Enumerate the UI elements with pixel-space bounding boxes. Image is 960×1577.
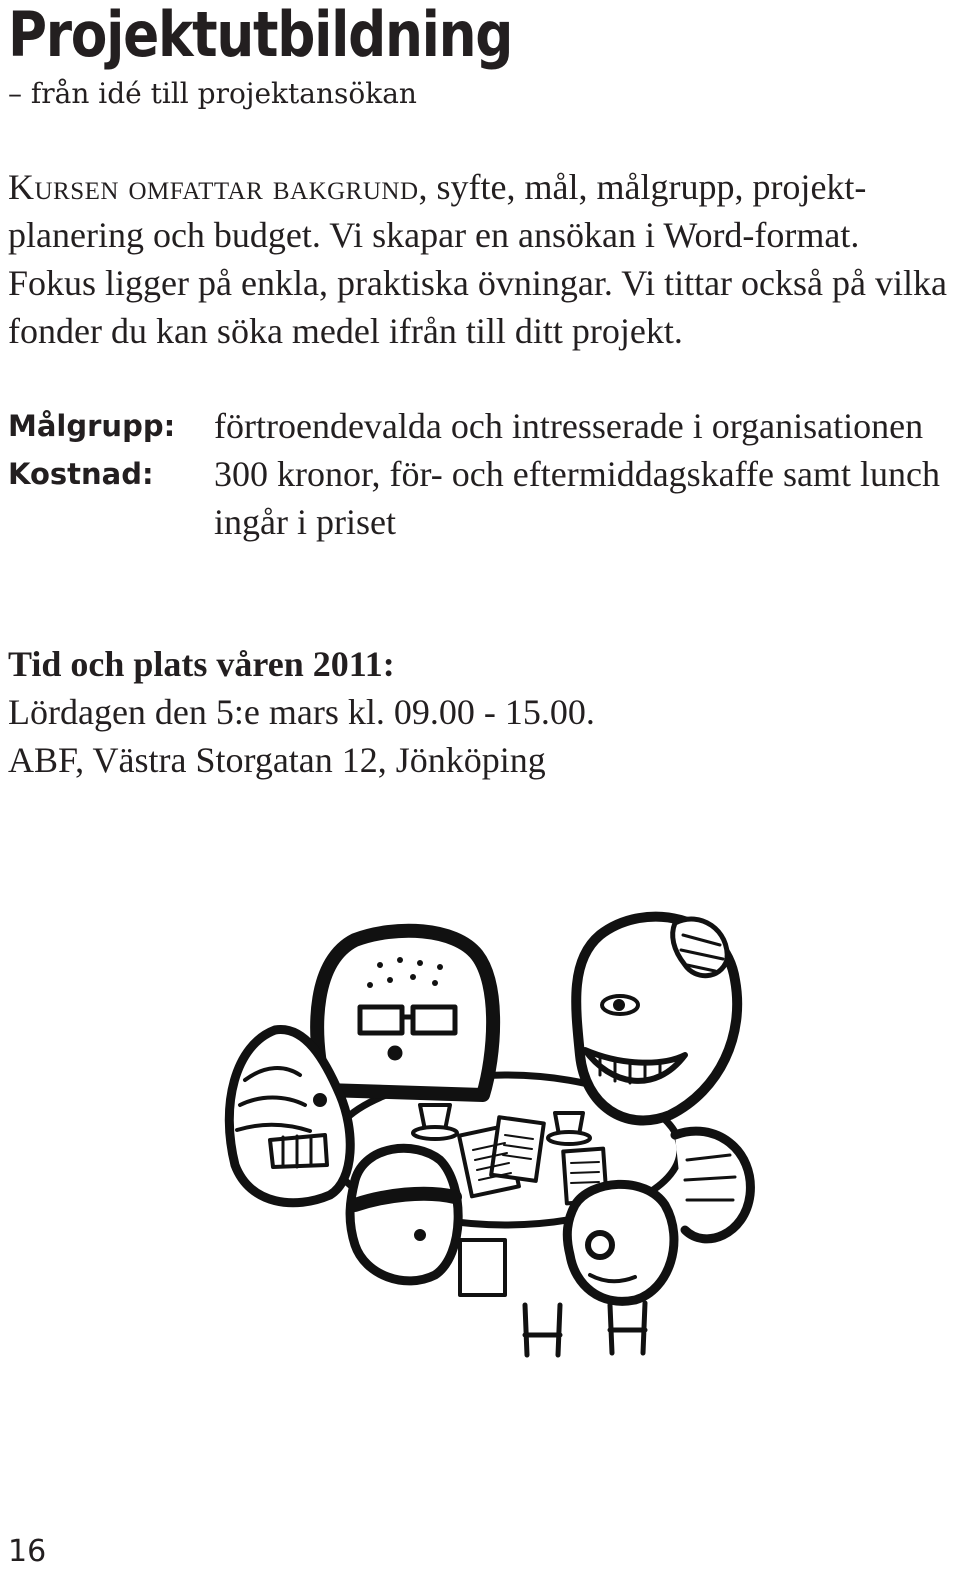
cost-row bbox=[8, 450, 953, 546]
course-info bbox=[8, 402, 953, 546]
person-bottom-right bbox=[567, 1184, 674, 1301]
page-title: Projektutbildning bbox=[8, 0, 513, 71]
intro-paragraph bbox=[8, 163, 953, 355]
time-place-heading: Tid och plats våren 2011: bbox=[8, 644, 395, 684]
cost-label: Kostnad: bbox=[8, 457, 154, 491]
course-date: Lördagen den 5:e mars kl. 09.00 - 15.00. bbox=[8, 692, 595, 732]
intro-text: , syfte, mål, målgrupp, projekt-planering och budget. Vi skapar en ansökan i Word-format. Fokus ligger på enkla, praktiska övningar. Vi tittar också på vilka fonder du kan söka medel ifrån till ditt projekt. bbox=[8, 167, 947, 351]
page-number: 16 bbox=[8, 1534, 47, 1569]
target-group-row bbox=[8, 402, 953, 450]
target-group-label: Målgrupp: bbox=[8, 409, 176, 443]
page-subtitle: – från idé till projektansökan bbox=[8, 77, 417, 110]
course-location: ABF, Västra Storgatan 12, Jönköping bbox=[8, 740, 546, 780]
target-group-value: förtroendevalda och intresserade i organisationen bbox=[214, 406, 924, 446]
person-glasses bbox=[317, 931, 493, 1095]
intro-lead: Kursen omfattar bakgrund bbox=[8, 167, 419, 207]
person-bottom-left bbox=[350, 1148, 458, 1281]
cost-value: 300 kronor, för- och eftermiddagskaffe samt lunch ingår i priset bbox=[214, 454, 940, 542]
meeting-illustration bbox=[215, 905, 760, 1360]
time-and-place bbox=[8, 640, 953, 784]
